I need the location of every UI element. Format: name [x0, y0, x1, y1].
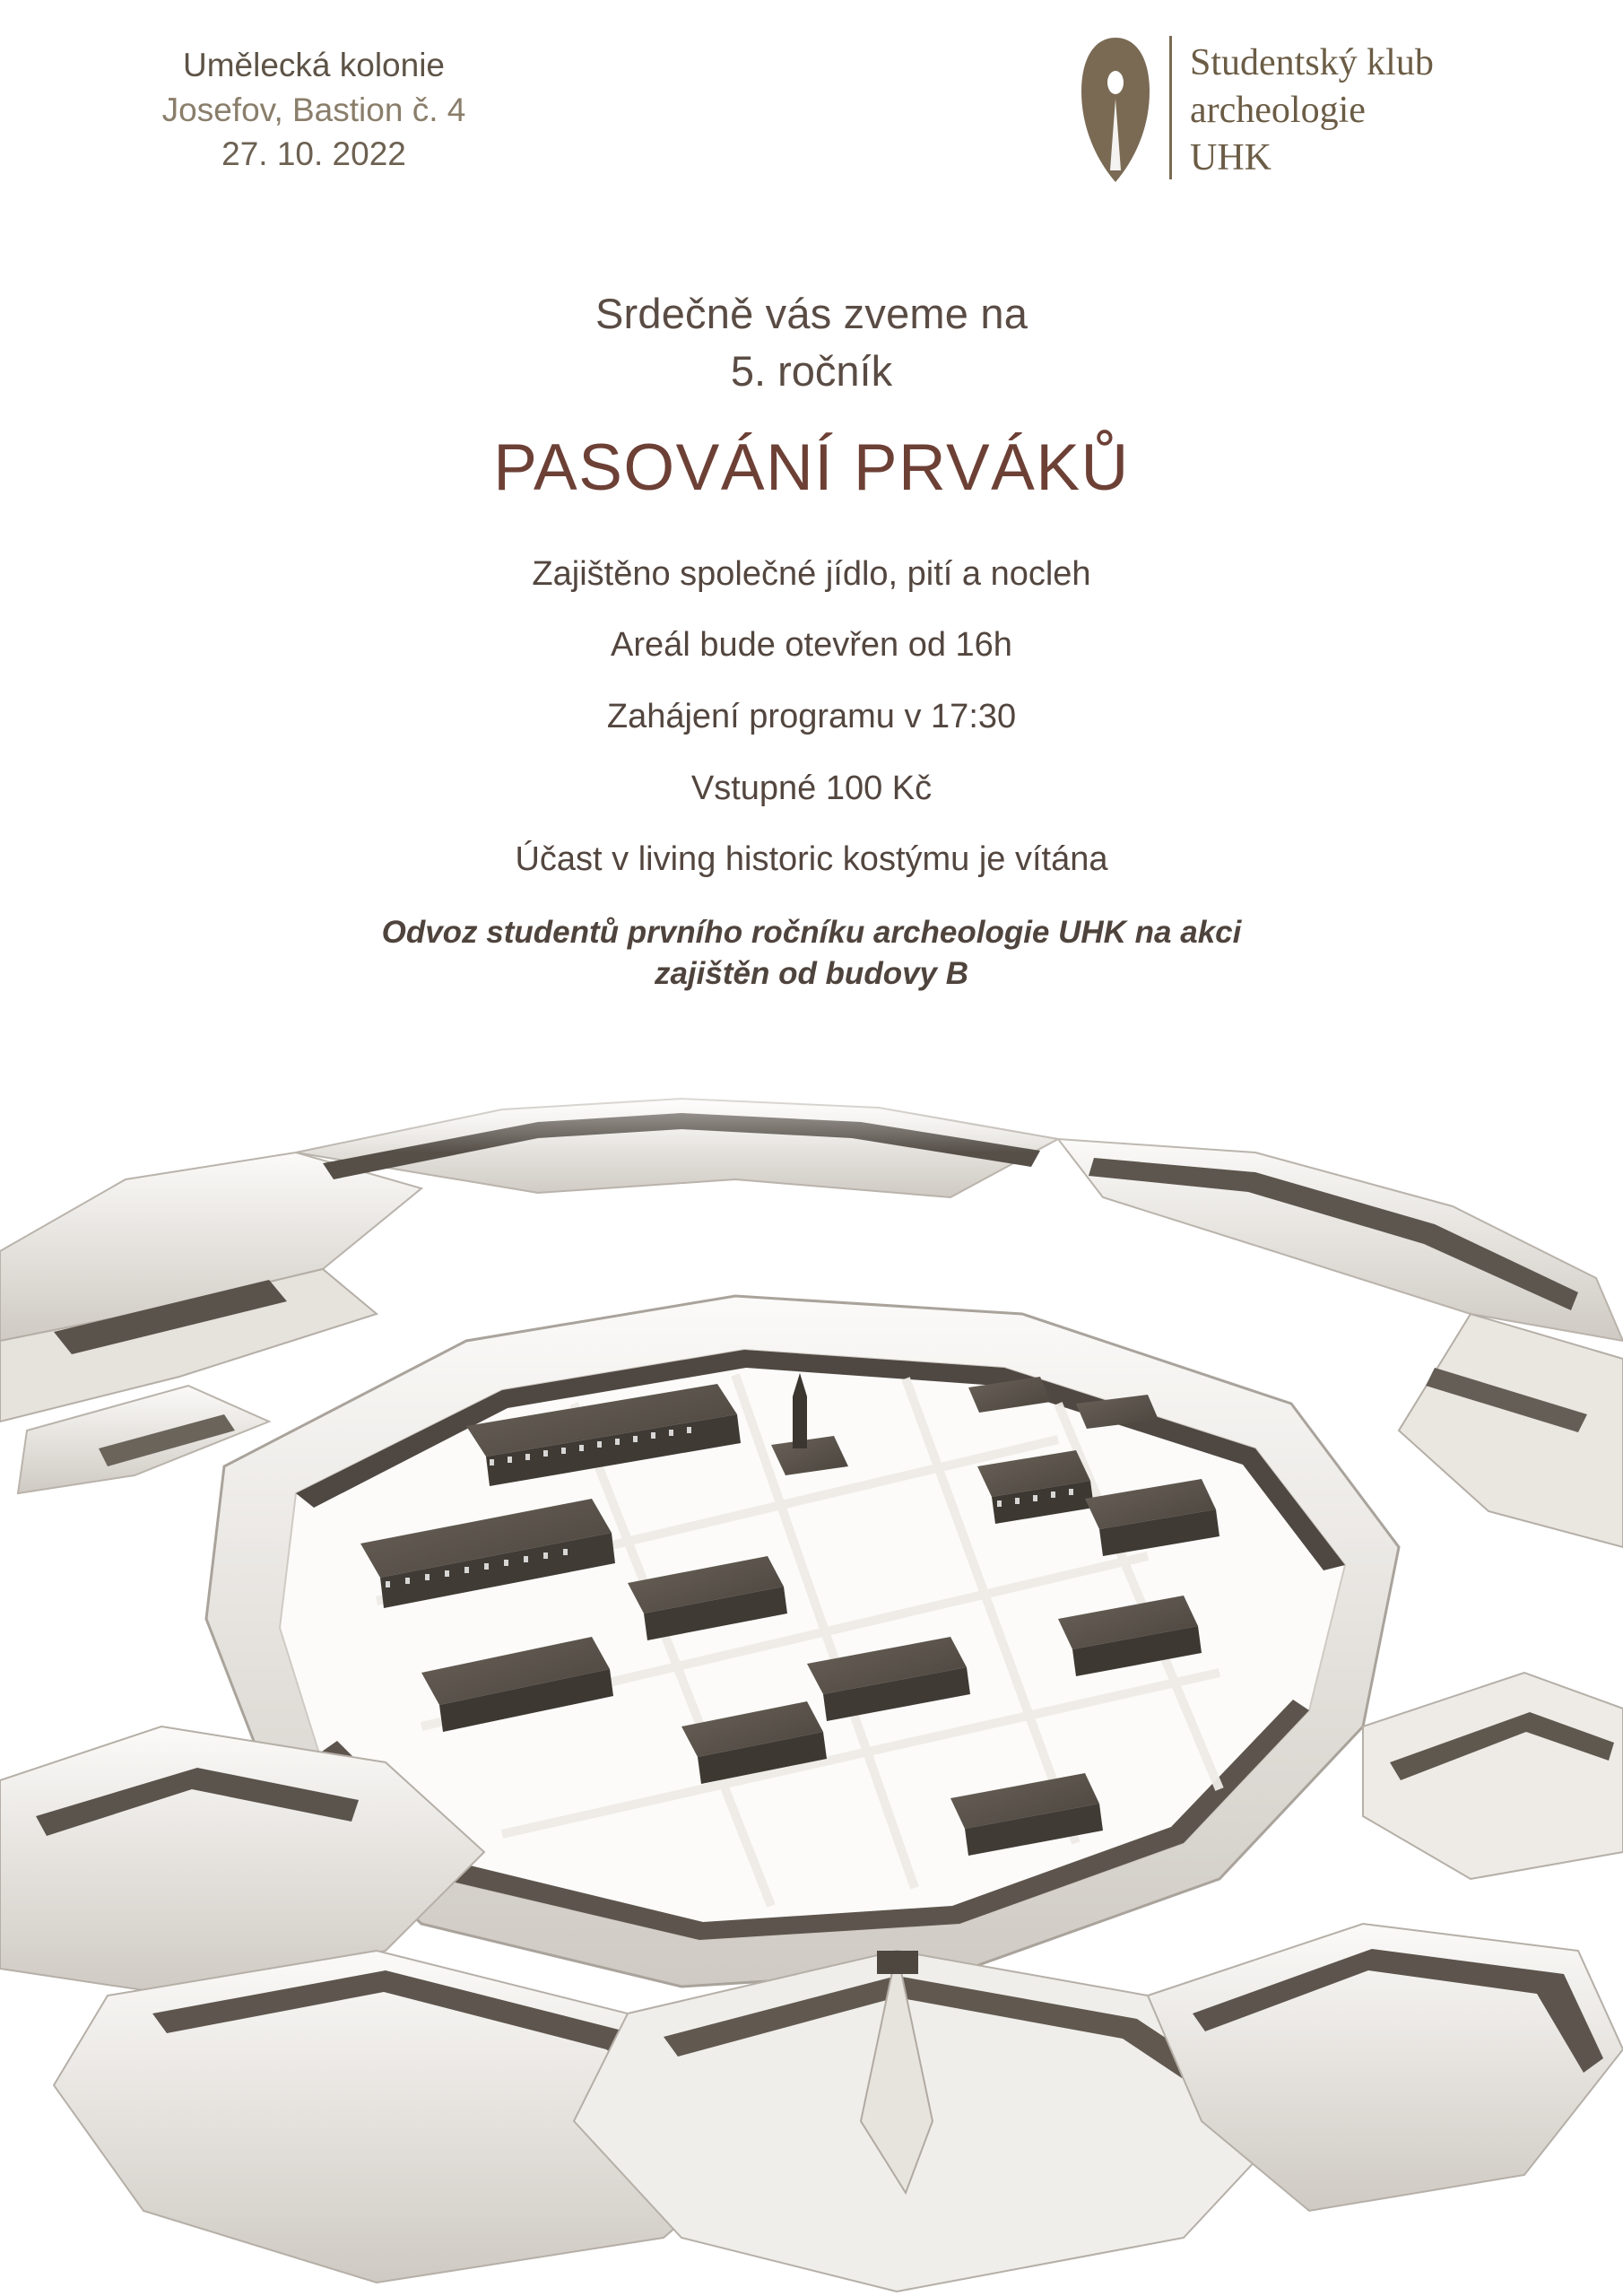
event-detail-item: Areál bude otevřen od 16h: [611, 626, 1012, 665]
fortress-model-image: [0, 1045, 1623, 2296]
event-detail-item: Zahájení programu v 17:30: [606, 697, 1017, 735]
transport-note-line-2: zajištěn od budovy B: [654, 955, 969, 991]
poster-header: [0, 0, 1623, 242]
event-date: 27. 10. 2022: [221, 135, 406, 173]
page-title: PASOVÁNÍ PRVÁKŮ: [493, 431, 1130, 505]
event-detail-item: Účast v living historic kostýmu je vítána: [515, 840, 1108, 879]
venue-block: [108, 43, 520, 177]
event-detail-item: Zajištěno společné jídlo, pití a nocleh: [532, 554, 1091, 593]
logo-wordmark: [1190, 36, 1434, 182]
archaeology-club-emblem-icon: [1076, 36, 1155, 184]
event-details-list: [0, 555, 1623, 880]
venue-line-1: Umělecká kolonie: [182, 47, 446, 83]
invitation-line-2: 5. ročník: [730, 347, 893, 396]
logo-line-3: UHK: [1190, 136, 1271, 178]
transport-note-line-1: Odvoz studentů prvního ročníku archeologie UHK na akci: [381, 915, 1242, 951]
transport-note: [0, 912, 1623, 994]
logo-line-2: archeologie: [1190, 89, 1366, 131]
logo-line-1: Studentský klub: [1190, 42, 1434, 83]
logo-divider: [1169, 36, 1172, 179]
club-logo: [1076, 36, 1434, 184]
event-detail-item: Vstupné 100 Kč: [690, 769, 933, 807]
invitation-line-1: Srdečně vás zveme na: [595, 290, 1028, 337]
invitation-block: [0, 287, 1623, 994]
venue-line-2: Josefov, Bastion č. 4: [161, 91, 466, 128]
